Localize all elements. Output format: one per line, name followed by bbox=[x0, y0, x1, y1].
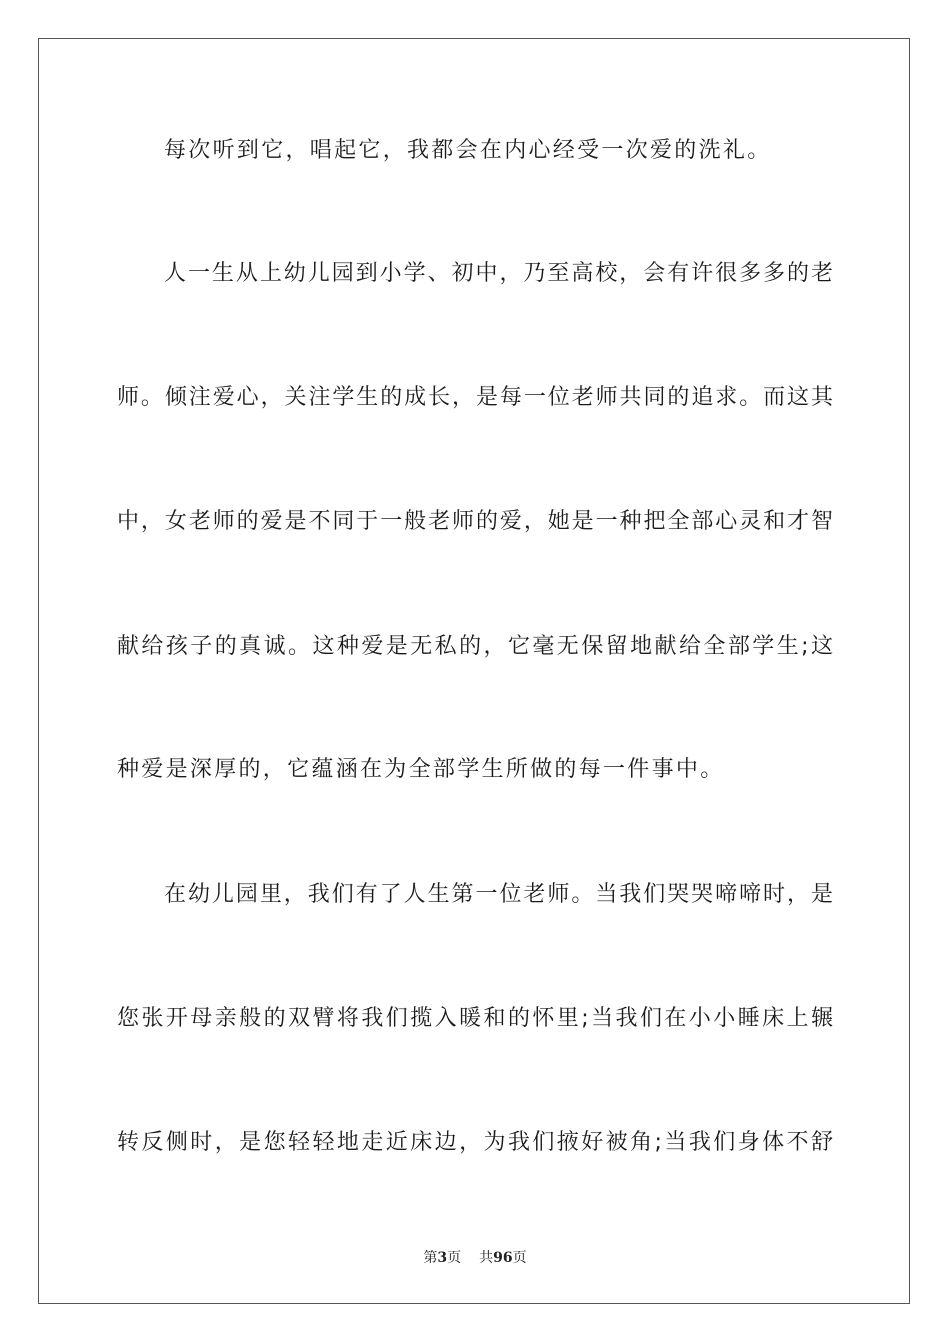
page-border bbox=[38, 38, 910, 1304]
paragraph-line: 在幼儿园里，我们有了人生第一位老师。当我们哭哭啼啼时，是 bbox=[164, 882, 833, 907]
paragraph-line: 人一生从上幼儿园到小学、初中，乃至高校，会有许很多多的老 bbox=[164, 261, 833, 286]
paragraph-line: 师。倾注爱心，关注学生的成长，是每一位老师共同的追求。而这其 bbox=[117, 385, 833, 410]
total-pages: 96 bbox=[493, 1250, 513, 1266]
total-prefix: 共 bbox=[479, 1250, 494, 1266]
page-suffix: 页 bbox=[447, 1250, 462, 1266]
page-footer bbox=[0, 1248, 950, 1268]
paragraph-line: 您张开母亲般的双臂将我们揽入暖和的怀里;当我们在小小睡床上辗 bbox=[117, 1006, 833, 1031]
page-prefix: 第 bbox=[423, 1250, 438, 1266]
paragraph-line: 中，女老师的爱是不同于一般老师的爱，她是一种把全部心灵和才智 bbox=[117, 509, 833, 534]
total-suffix: 页 bbox=[512, 1250, 527, 1266]
paragraph-line: 献给孩子的真诚。这种爱是无私的，它毫无保留地献给全部学生;这 bbox=[117, 634, 833, 659]
paragraph-line: 种爱是深厚的，它蕴涵在为全部学生所做的每一件事中。 bbox=[117, 757, 725, 782]
page-number: 3 bbox=[437, 1250, 448, 1266]
paragraph-line: 每次听到它，唱起它，我都会在内心经受一次爱的洗礼。 bbox=[164, 138, 772, 163]
paragraph-line: 转反侧时，是您轻轻地走近床边，为我们掖好被角;当我们身体不舒 bbox=[117, 1130, 833, 1155]
